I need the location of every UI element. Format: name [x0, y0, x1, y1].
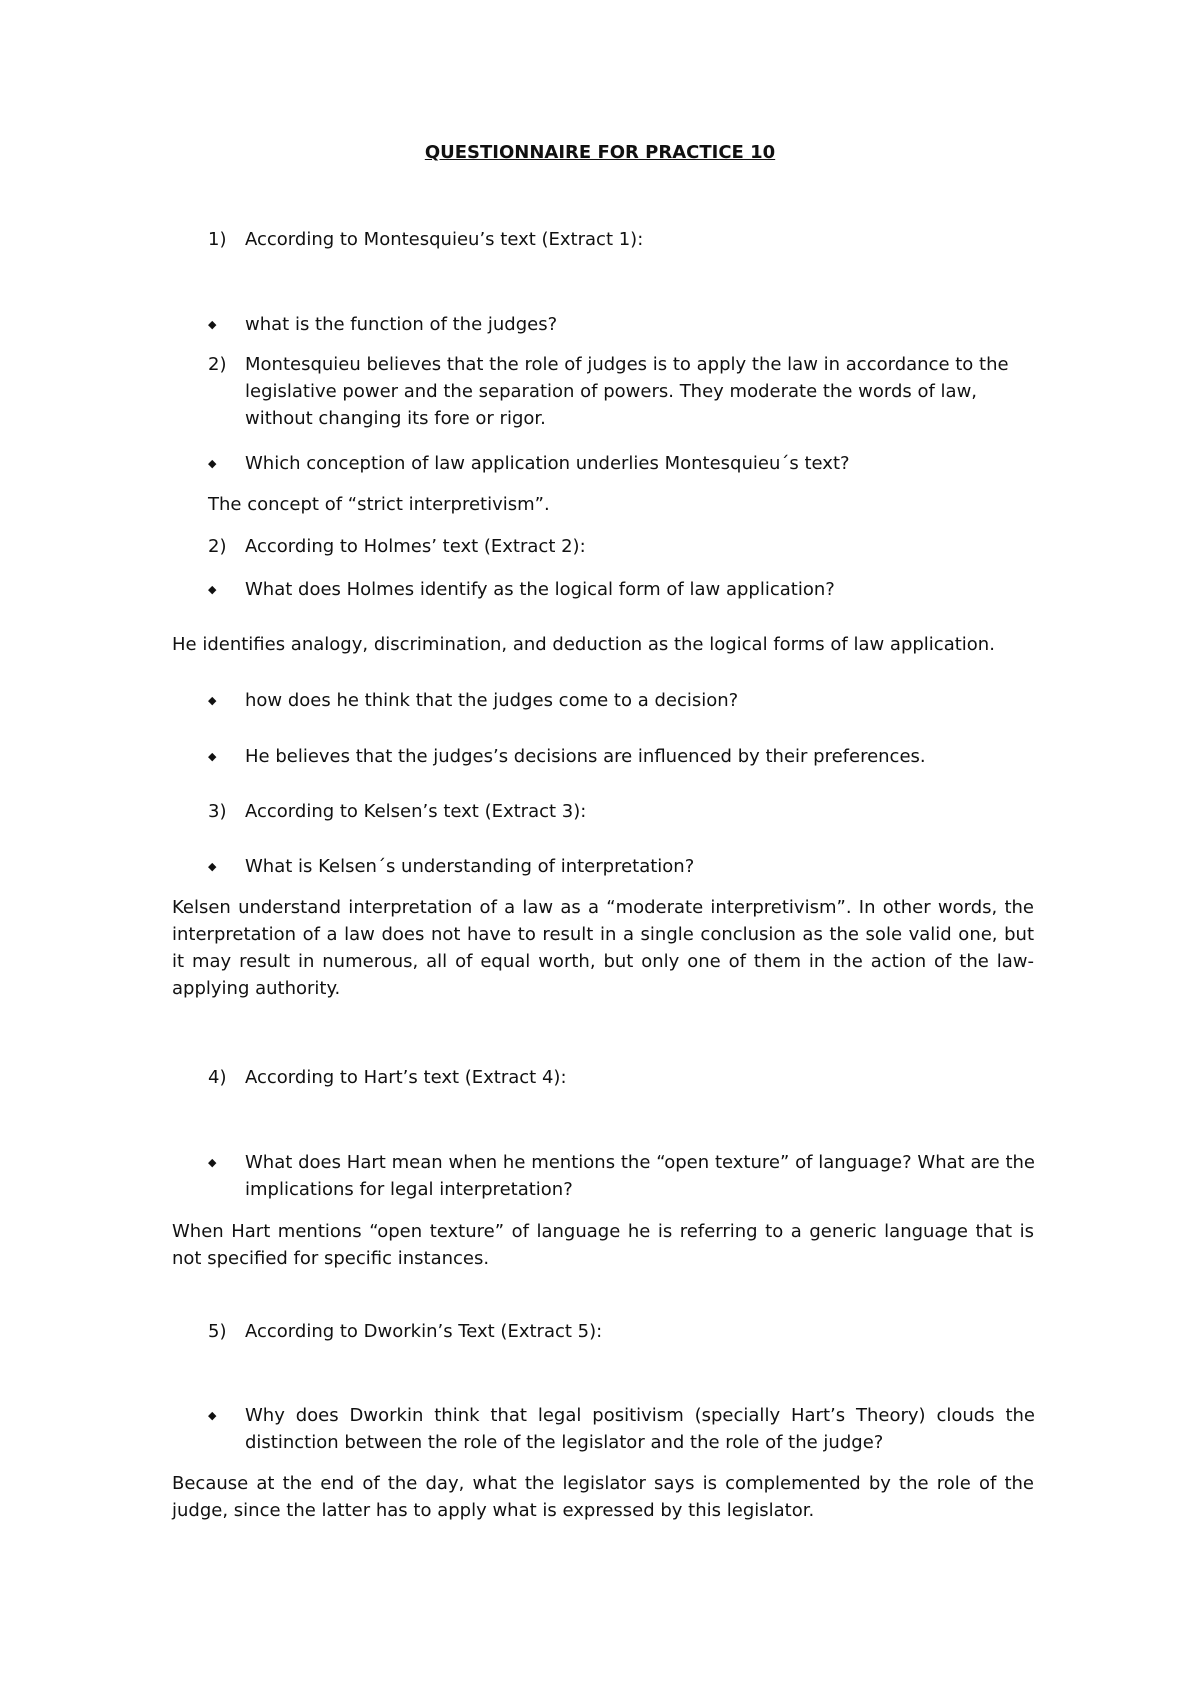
answer-text: Montesquieu believes that the role of judges is to apply the law in accordance to the legislative power and the separation of powers. They moderate the words of law, without changing its fore or rigor.: [245, 354, 1009, 429]
bullet-icon: ◆: [208, 860, 217, 873]
sub-question: What does Holmes identify as the logical form of law application?: [245, 579, 835, 600]
question-number: 2): [208, 536, 227, 557]
answer-text: Because at the end of the day, what the legislator says is complemented by the role of the judge, since the latter has to apply what is expressed by this legislator.: [172, 1473, 1034, 1521]
sub-question: What does Hart mean when he mentions the “open texture” of language? What are the implications for legal interpretation?: [245, 1152, 1035, 1200]
bullet-icon: ◆: [208, 457, 217, 470]
question-number: 5): [208, 1321, 227, 1342]
answer-text: When Hart mentions “open texture” of language he is referring to a generic language that is not specified for specific instances.: [172, 1221, 1034, 1269]
sub-question: what is the function of the judges?: [245, 314, 558, 335]
question-number: 3): [208, 801, 227, 822]
question-number: 2): [208, 354, 227, 375]
bullet-icon: ◆: [208, 694, 217, 707]
answer-text: He believes that the judges’s decisions are influenced by their preferences.: [245, 746, 926, 767]
question-heading: According to Hart’s text (Extract 4):: [245, 1067, 567, 1088]
bullet-icon: ◆: [208, 318, 217, 331]
sub-question: Which conception of law application underlies Montesquieu´s text?: [245, 453, 850, 474]
question-heading: According to Montesquieu’s text (Extract 1):: [245, 229, 644, 250]
answer-text: He identifies analogy, discrimination, and deduction as the logical forms of law application.: [172, 634, 995, 655]
answer-text: The concept of “strict interpretivism”.: [208, 494, 550, 515]
sub-question: What is Kelsen´s understanding of interpretation?: [245, 856, 695, 877]
question-heading: According to Kelsen’s text (Extract 3):: [245, 801, 587, 822]
question-heading: According to Dworkin’s Text (Extract 5):: [245, 1321, 603, 1342]
bullet-icon: ◆: [208, 1409, 217, 1422]
question-number: 1): [208, 229, 227, 250]
bullet-icon: ◆: [208, 750, 217, 763]
question-heading: According to Holmes’ text (Extract 2):: [245, 536, 586, 557]
question-number: 4): [208, 1067, 227, 1088]
answer-text: Kelsen understand interpretation of a law as a “moderate interpretivism”. In other words, the interpretation of a law does not have to result in a single conclusion as the sole valid one, but it may result in numerous, all of equal worth, but only one of them in the action of the law-applying authority.: [172, 897, 1034, 999]
sub-question: Why does Dworkin think that legal positivism (specially Hart’s Theory) clouds the distinction between the role of the legislator and the role of the judge?: [245, 1405, 1035, 1453]
sub-question: how does he think that the judges come to a decision?: [245, 690, 739, 711]
bullet-icon: ◆: [208, 583, 217, 596]
page-title: QUESTIONNAIRE FOR PRACTICE 10: [424, 142, 776, 163]
bullet-icon: ◆: [208, 1156, 217, 1169]
